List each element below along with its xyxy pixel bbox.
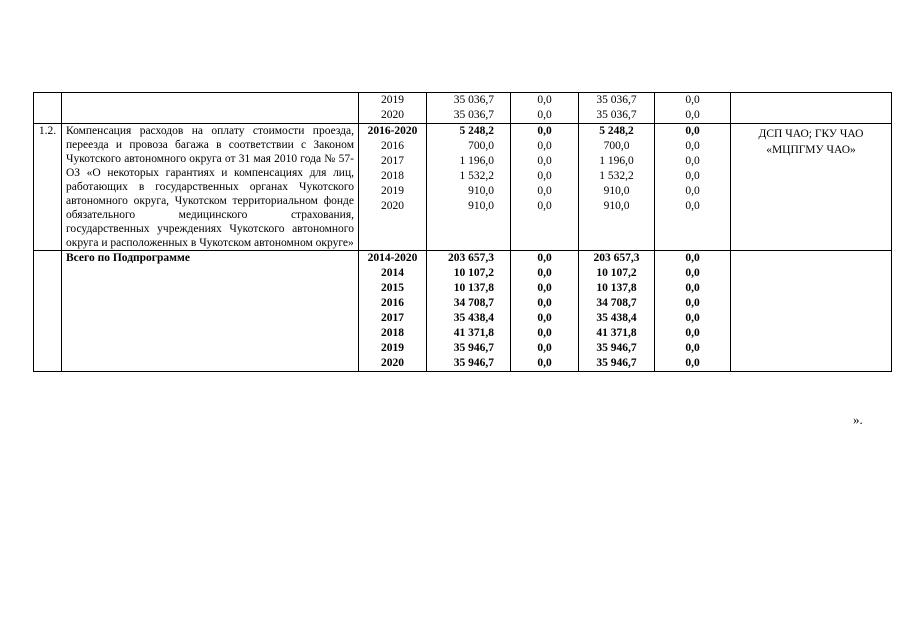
other-value: 0,0 [685,94,700,106]
federal-value: 0,0 [537,342,552,354]
district-value: 1 532,2 [599,170,634,182]
item-name: Компенсация расходов на оплату стоимости проезда, переезда и провоза багажа в соответствии с Законом Чукотского автономного округа от 31 мая 2010 года № 57-ОЗ «О некоторых гарантиях и компенсациях для лиц, работающих в государственных органах Чукотского автономного округа, Чукотском территориальном фонде обязательного медицинского страхования, государственных учреждениях Чукотского автономного округа и расположенных в Чукотском автономном округе» [62,124,359,251]
other-cell [655,93,731,124]
district-cell [579,251,655,372]
total-value: 1 196,0 [459,155,494,167]
table-row-item [34,124,892,251]
other-value: 0,0 [685,185,700,197]
year-value: 2018 [381,170,404,182]
other-value: 0,0 [685,282,700,294]
year-value: 2020 [381,200,404,212]
federal-value: 0,0 [537,155,552,167]
district-value: 5 248,2 [599,125,634,137]
district-value: 41 371,8 [596,327,637,339]
table-row-summary [34,251,892,372]
total-value: 35 438,4 [453,312,494,324]
year-value: 2016-2020 [367,125,418,137]
federal-value: 0,0 [537,312,552,324]
federal-cell [511,251,579,372]
federal-value: 0,0 [537,140,552,152]
federal-value: 0,0 [537,94,552,106]
executor-cell [731,124,892,251]
total-value: 35 946,7 [453,342,494,354]
item-number: 1.2. [34,124,62,251]
other-value: 0,0 [685,140,700,152]
total-cell [427,251,511,372]
total-value: 10 137,8 [453,282,494,294]
total-value: 34 708,7 [453,297,494,309]
total-value: 5 248,2 [459,125,494,137]
federal-value: 0,0 [537,282,552,294]
year-value: 2015 [381,282,404,294]
district-value: 1 196,0 [599,155,634,167]
year-value: 2020 [381,109,404,121]
federal-value: 0,0 [537,297,552,309]
other-value: 0,0 [685,297,700,309]
other-value: 0,0 [685,267,700,279]
year-value: 2019 [381,94,404,106]
total-value: 700,0 [468,140,494,152]
total-value: 35 036,7 [453,109,494,121]
district-value: 203 657,3 [593,252,640,264]
total-value: 203 657,3 [448,252,494,264]
district-value: 34 708,7 [596,297,637,309]
federal-value: 0,0 [537,125,552,137]
federal-value: 0,0 [537,109,552,121]
district-value: 10 137,8 [596,282,637,294]
federal-value: 0,0 [537,267,552,279]
district-cell [579,124,655,251]
year-value: 2019 [381,342,404,354]
other-value: 0,0 [685,170,700,182]
total-value: 35 946,7 [453,357,494,369]
year-value: 2014-2020 [367,252,418,264]
federal-value: 0,0 [537,357,552,369]
year-value: 2014 [381,267,404,279]
table-row-continuation [34,93,892,124]
year-value: 2020 [381,357,404,369]
other-value: 0,0 [685,125,700,137]
total-value: 41 371,8 [453,327,494,339]
other-value: 0,0 [685,342,700,354]
name-cell [62,93,359,124]
total-cell [427,124,511,251]
summary-label: Всего по Подпрограмме [62,251,359,372]
federal-value: 0,0 [537,170,552,182]
total-value: 35 036,7 [453,94,494,106]
total-value: 1 532,2 [459,170,494,182]
year-cell [359,93,427,124]
district-value: 700,0 [603,140,630,152]
district-value: 35 036,7 [596,109,637,121]
federal-cell [511,124,579,251]
other-value: 0,0 [685,327,700,339]
closing-quote-mark: ». [853,412,863,427]
district-value: 910,0 [603,185,630,197]
total-value: 910,0 [468,200,494,212]
year-value: 2017 [381,155,404,167]
budget-table [33,92,892,372]
federal-value: 0,0 [537,327,552,339]
year-cell [359,251,427,372]
district-value: 10 107,2 [596,267,637,279]
other-value: 0,0 [685,312,700,324]
federal-value: 0,0 [537,252,552,264]
year-value: 2018 [381,327,404,339]
year-value: 2016 [381,297,404,309]
other-value: 0,0 [685,109,700,121]
district-value: 35 036,7 [596,94,637,106]
federal-value: 0,0 [537,200,552,212]
executor-text: ДСП ЧАО; ГКУ ЧАО «МЦПГМУ ЧАО» [758,128,864,156]
total-value: 910,0 [468,185,494,197]
other-value: 0,0 [685,357,700,369]
district-value: 910,0 [603,200,630,212]
other-value: 0,0 [685,252,700,264]
executor-cell [731,93,892,124]
other-cell [655,251,731,372]
district-value: 35 438,4 [596,312,637,324]
number-cell [34,251,62,372]
district-value: 35 946,7 [596,357,637,369]
federal-value: 0,0 [537,185,552,197]
number-cell [34,93,62,124]
year-value: 2017 [381,312,404,324]
year-value: 2019 [381,185,404,197]
other-value: 0,0 [685,200,700,212]
other-cell [655,124,731,251]
federal-cell [511,93,579,124]
year-value: 2016 [381,140,404,152]
other-value: 0,0 [685,155,700,167]
district-value: 35 946,7 [596,342,637,354]
executor-cell [731,251,892,372]
year-cell [359,124,427,251]
total-value: 10 107,2 [453,267,494,279]
district-cell [579,93,655,124]
total-cell [427,93,511,124]
